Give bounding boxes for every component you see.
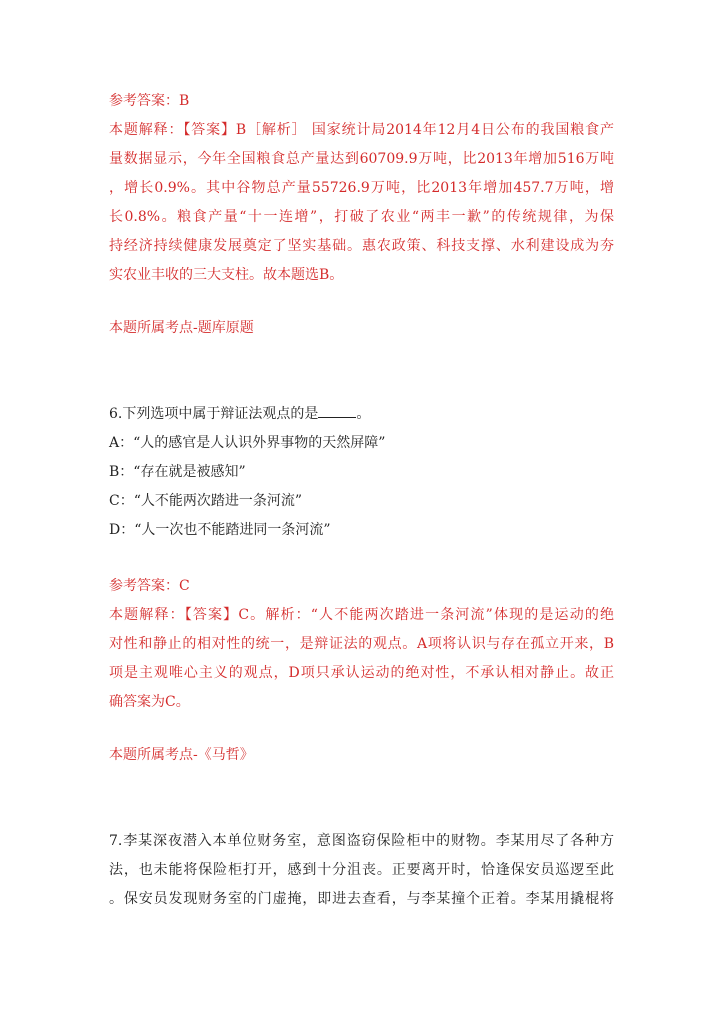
q5-explanation-line: 实农业丰收的三大支柱。故本题选B。 <box>109 267 344 283</box>
q6-option-b: B：“存在就是被感知” <box>109 464 246 480</box>
q5-category: 本题所属考点-题库原题 <box>109 320 254 336</box>
q6-answer: 参考答案：C <box>109 578 190 594</box>
q5-explanation-line: ，增长0.9%。其中谷物总产量55726.9万吨，比2013年增加457.7万吨，增 <box>109 180 614 196</box>
q6-question <box>109 404 370 424</box>
q6-explanation-line: 本题解释：【答案】C。解析：“人不能两次踏进一条河流”体现的是运动的绝 <box>109 607 614 623</box>
q5-answer: 参考答案：B <box>109 93 190 109</box>
q7-question-line: 。保安员发现财务室的门虚掩，即进去查看，与李某撞个正着。李某用撬棍将 <box>109 891 614 907</box>
q7-question-line: 法，也未能将保险柜打开，感到十分沮丧。正要离开时，恰逢保安员巡逻至此 <box>109 862 614 878</box>
answer-blank <box>318 405 356 418</box>
q5-explanation-line: 本题解释：【答案】B［解析］ 国家统计局2014年12月4日公布的我国粮食产 <box>109 122 614 138</box>
q6-category: 本题所属考点-《马哲》 <box>109 747 254 763</box>
q6-option-a: A：“人的感官是人认识外界事物的天然屏障” <box>109 435 386 451</box>
q6-option-c: C：“人不能两次踏进一条河流” <box>109 493 303 509</box>
q6-explanation-line: 项是主观唯心主义的观点，D项只承认运动的绝对性，不承认相对静止。故正 <box>109 665 614 681</box>
q6-explanation-line: 确答案为C。 <box>109 694 190 710</box>
q5-explanation-line: 持经济持续健康发展奠定了坚实基础。惠农政策、科技支撑、水利建设成为夯 <box>109 238 614 254</box>
q6-question-prefix: 6.下列选项中属于辩证法观点的是 <box>109 406 319 422</box>
q6-option-d: D：“人一次也不能踏进同一条河流” <box>109 522 331 538</box>
q6-explanation-line: 对性和静止的相对性的统一，是辩证法的观点。A项将认识与存在孤立开来，B <box>109 636 614 652</box>
q7-question-line: 7.李某深夜潜入本单位财务室，意图盗窃保险柜中的财物。李某用尽了各种方 <box>109 833 614 849</box>
q5-explanation-line: 长0.8%。粮食产量“十一连增”，打破了农业“两丰一歉”的传统规律，为保 <box>109 209 614 225</box>
q6-question-suffix: 。 <box>356 406 371 422</box>
q5-explanation-line: 量数据显示，今年全国粮食总产量达到60709.9万吨，比2013年增加516万吨 <box>109 151 614 167</box>
